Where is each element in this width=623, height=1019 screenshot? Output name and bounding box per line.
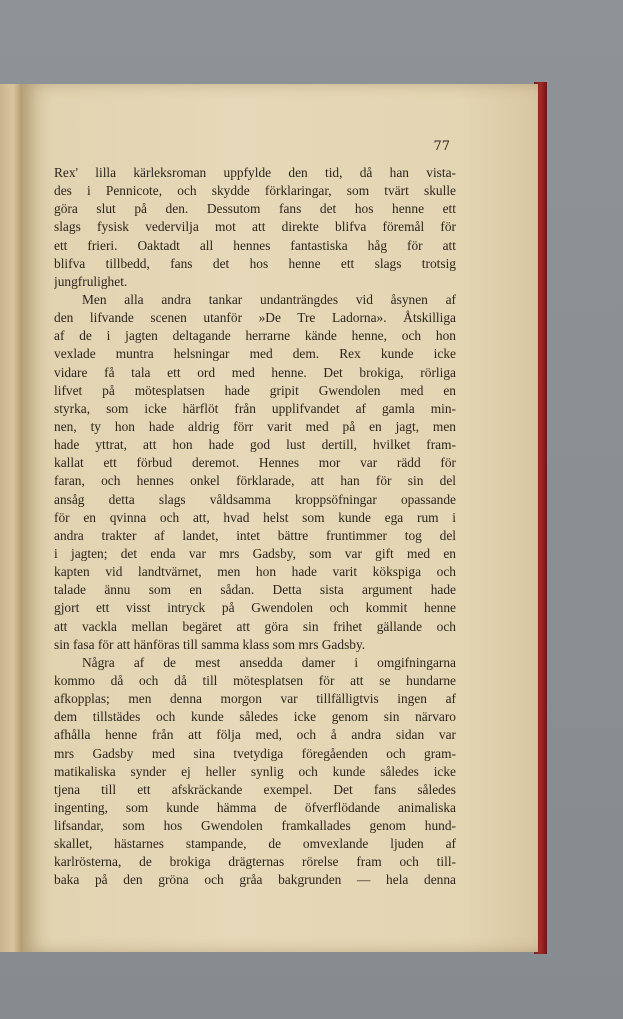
book-page bbox=[22, 84, 538, 952]
text-line: styrka, som icke härflöt från upplifvandet af gamla min- bbox=[54, 400, 456, 416]
text-line: ingenting, som kunde hämma de öfverflödande animaliska bbox=[54, 799, 456, 815]
text-line: matikaliska synder ej heller synlig och kunde således icke bbox=[54, 763, 456, 779]
text-line: baka på den gröna och gråa bakgrunden — hela denna bbox=[54, 872, 456, 888]
text-line: afhålla henne från att följa med, och å andra sidan var bbox=[54, 727, 456, 743]
text-line: ansåg detta slags våldsamma kroppsöfningar opassande bbox=[54, 491, 456, 507]
text-line: skallet, hästarnes stampande, de omvexlande ljuden af bbox=[54, 836, 456, 852]
text-line: blifva tillbedd, fans det hos henne ett slags trotsig bbox=[54, 255, 456, 271]
text-line: talade ännu som en sådan. Detta sista argument hade bbox=[54, 582, 456, 598]
page-number: 77 bbox=[433, 139, 450, 154]
text-line: gjort ett visst intryck på Gwendolen och kommit henne bbox=[54, 600, 456, 616]
left-page-edge bbox=[0, 84, 23, 952]
text-line: nen, ty hon hade aldrig förr varit med på en jagt, men bbox=[54, 418, 456, 434]
text-line: mrs Gadsby med sina tvetydiga föregåenden och gram- bbox=[54, 745, 456, 761]
text-line: afkopplas; men denna morgon var tillfälligtvis ingen af bbox=[54, 691, 456, 707]
text-line: Rex' lilla kärleksroman uppfylde den tid, då han vista- bbox=[54, 165, 456, 180]
text-line: den lifvande scenen utanför »De Tre Ladorna». Åtskilliga bbox=[54, 310, 456, 326]
text-line: dem tillstädes och kunde således icke genom sin närvaro bbox=[54, 709, 456, 725]
text-line: jungfrulighet. bbox=[54, 273, 128, 289]
text-line: sin fasa för att hänföras till samma klass som mrs Gadsby. bbox=[54, 636, 366, 652]
text-line: faran, och hennes onkel förklarade, att han för sin del bbox=[54, 473, 456, 489]
text-line: des i Pennicote, och skydde förklaringar, som tvärt skulle bbox=[54, 183, 456, 199]
text-line: lifsandar, som hos Gwendolen framkallades genom hund- bbox=[54, 818, 456, 834]
text-line: kapten vid landtvärnet, men hon hade varit kökspiga och bbox=[54, 564, 456, 580]
text-line: Några af de mest ansedda damer i omgifningarna bbox=[82, 654, 456, 670]
text-line: hade yttrat, att hon hade god lust dertill, hvilket fram- bbox=[54, 437, 456, 453]
text-line: kommo då och då till mötesplatsen för att se hundarne bbox=[54, 672, 456, 688]
text-line: vexlade muntra helsningar med dem. Rex kunde icke bbox=[54, 346, 456, 362]
text-line: att vackla mellan begäret att göra sin frihet gällande och bbox=[54, 618, 456, 634]
text-line: för en qvinna och att, hvad helst som kunde ega rum i bbox=[54, 509, 456, 525]
text-line: i jagten; det enda var mrs Gadsby, som var gift med en bbox=[54, 545, 456, 561]
text-line: kallat ett förbud deremot. Hennes mor var rädd för bbox=[54, 455, 456, 471]
text-line: andra trakter af landet, intet bättre fruntimmer tog del bbox=[54, 527, 456, 543]
text-line: lifvet på mötesplatsen hade gripit Gwendolen med en bbox=[54, 382, 456, 398]
text-line: vidare få tala ett ord med henne. Det brokiga, rörliga bbox=[54, 364, 456, 380]
text-line: göra slut på den. Dessutom fans det hos henne ett bbox=[54, 201, 456, 217]
text-line: ett frieri. Oaktadt all hennes fantastiska håg för att bbox=[54, 237, 456, 253]
text-line: slags fysisk vedervilja mot att direkte blifva föremål för bbox=[54, 219, 456, 235]
body-text bbox=[54, 164, 456, 890]
text-line: karlrösterna, de brokiga drägternas rörelse fram och till- bbox=[54, 854, 456, 870]
text-line: tjena till ett afskräckande exempel. Det fans således bbox=[54, 781, 456, 797]
text-line: Men alla andra tankar undanträngdes vid åsynen af bbox=[82, 291, 456, 307]
text-line: af de i jagten deltagande herrarne kände henne, och hon bbox=[54, 328, 456, 344]
